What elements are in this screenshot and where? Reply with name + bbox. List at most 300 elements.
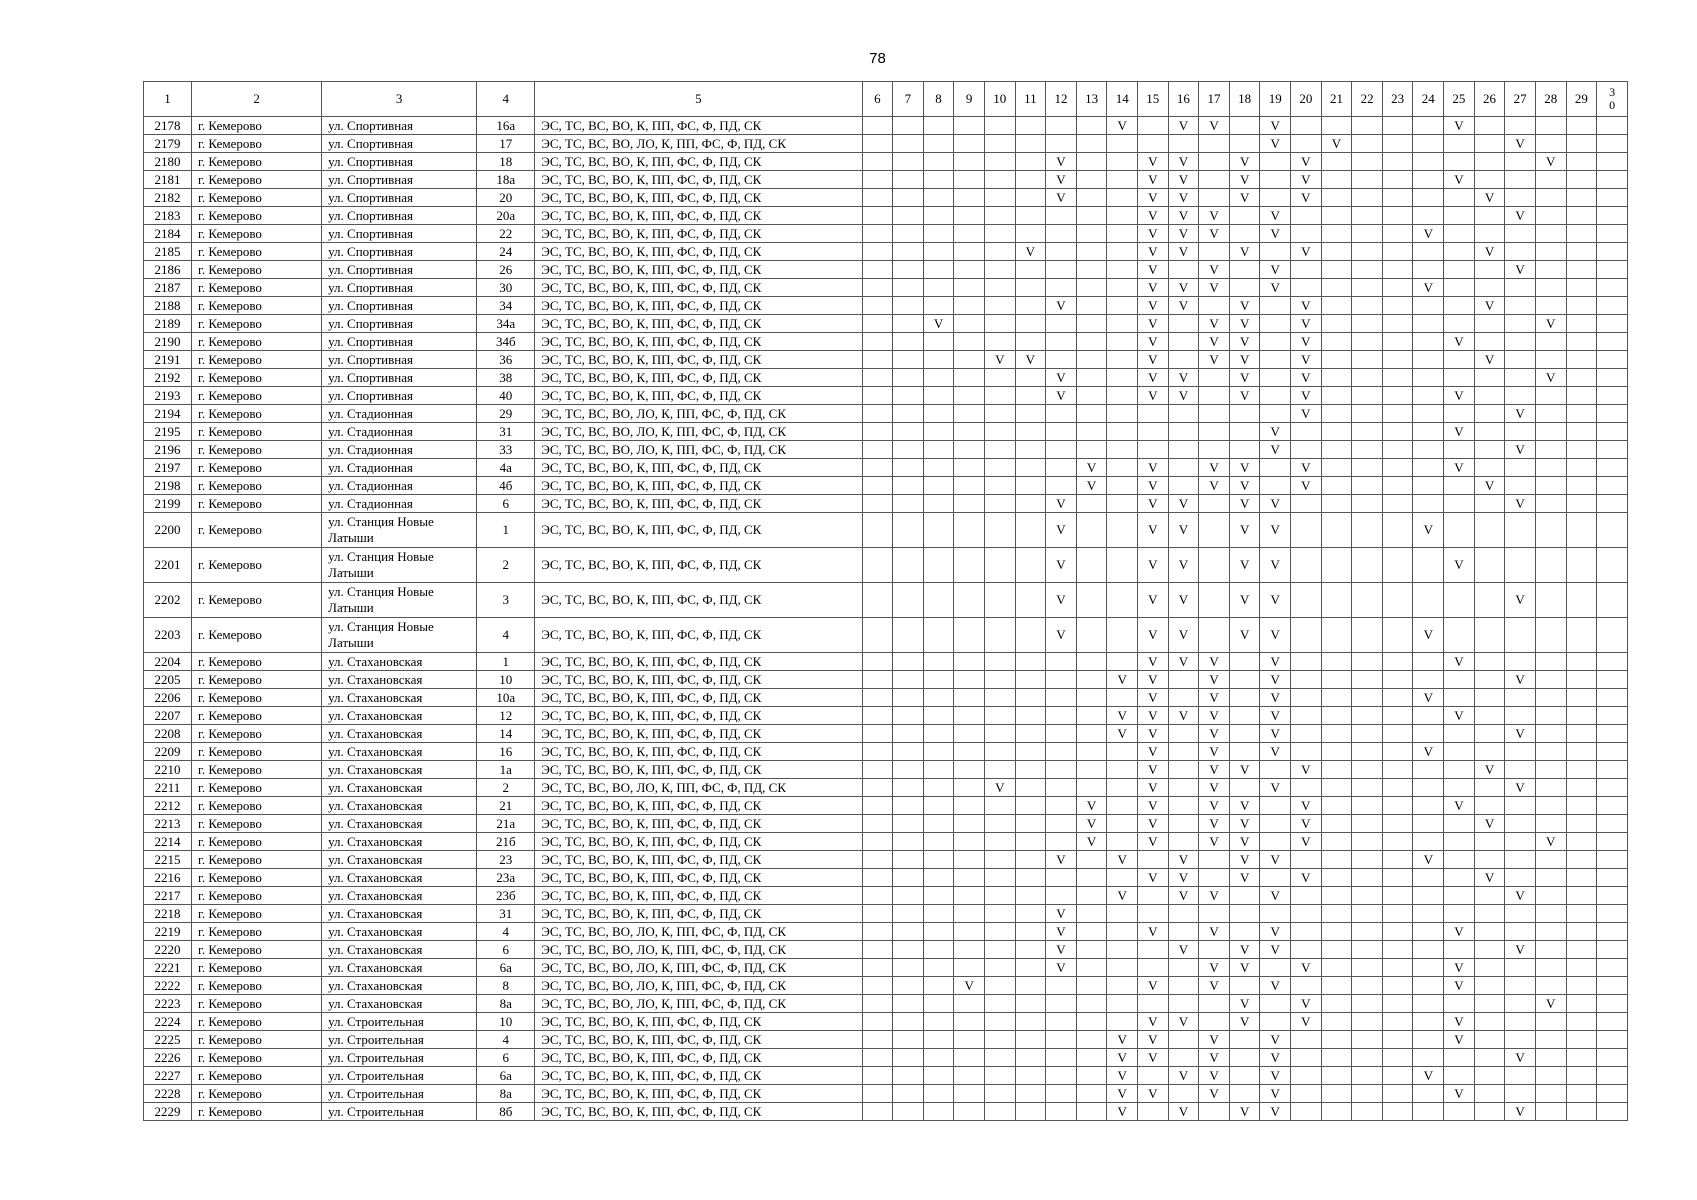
city-cell: г. Кемерово — [192, 243, 322, 261]
mark-cell-col-20: V — [1291, 189, 1322, 207]
mark-cell-col-16 — [1168, 995, 1199, 1013]
column-header-23: 23 — [1382, 82, 1413, 117]
mark-cell-col-18: V — [1229, 333, 1260, 351]
mark-cell-col-18: V — [1229, 351, 1260, 369]
mark-cell-col-30 — [1597, 117, 1628, 135]
street-cell: ул. Стахановская — [322, 671, 477, 689]
mark-cell-col-8 — [923, 761, 954, 779]
mark-cell-col-13: V — [1076, 815, 1107, 833]
house-cell: 29 — [477, 405, 535, 423]
mark-cell-col-11 — [1015, 333, 1046, 351]
row-number: 2193 — [144, 387, 192, 405]
mark-cell-col-7 — [893, 135, 924, 153]
mark-cell-col-21 — [1321, 797, 1352, 815]
mark-cell-col-21 — [1321, 207, 1352, 225]
mark-cell-col-11 — [1015, 725, 1046, 743]
mark-cell-col-10 — [984, 815, 1015, 833]
mark-cell-col-12 — [1046, 1013, 1077, 1031]
mark-cell-col-27 — [1505, 351, 1536, 369]
mark-cell-col-27: V — [1505, 725, 1536, 743]
city-cell: г. Кемерово — [192, 117, 322, 135]
street-cell: ул. Стадионная — [322, 459, 477, 477]
table-body — [144, 117, 1628, 1121]
mark-cell-col-19 — [1260, 959, 1291, 977]
mark-cell-col-22 — [1352, 618, 1383, 653]
mark-cell-col-18 — [1229, 423, 1260, 441]
services-cell: ЭС, ТС, ВС, ВО, К, ПП, ФС, Ф, ПД, СК — [535, 315, 862, 333]
mark-cell-col-22 — [1352, 207, 1383, 225]
mark-cell-col-29 — [1566, 1049, 1597, 1067]
mark-cell-col-29 — [1566, 725, 1597, 743]
mark-cell-col-30 — [1597, 959, 1628, 977]
mark-cell-col-25: V — [1444, 1031, 1475, 1049]
mark-cell-col-19 — [1260, 297, 1291, 315]
mark-cell-col-7 — [893, 207, 924, 225]
mark-cell-col-9 — [954, 1049, 985, 1067]
mark-cell-col-7 — [893, 171, 924, 189]
mark-cell-col-7 — [893, 333, 924, 351]
mark-cell-col-22 — [1352, 761, 1383, 779]
mark-cell-col-13 — [1076, 279, 1107, 297]
mark-cell-col-7 — [893, 761, 924, 779]
mark-cell-col-13 — [1076, 959, 1107, 977]
mark-cell-col-20: V — [1291, 815, 1322, 833]
column-header-12: 12 — [1046, 82, 1077, 117]
mark-cell-col-13 — [1076, 923, 1107, 941]
street-cell: ул. Стахановская — [322, 941, 477, 959]
mark-cell-col-10 — [984, 707, 1015, 725]
mark-cell-col-25 — [1444, 1103, 1475, 1121]
mark-cell-col-18 — [1229, 441, 1260, 459]
row-number: 2185 — [144, 243, 192, 261]
mark-cell-col-23 — [1382, 671, 1413, 689]
mark-cell-col-15 — [1138, 941, 1169, 959]
mark-cell-col-24: V — [1413, 513, 1444, 548]
mark-cell-col-9 — [954, 618, 985, 653]
table-row — [144, 689, 1628, 707]
mark-cell-col-15: V — [1138, 369, 1169, 387]
mark-cell-col-30 — [1597, 225, 1628, 243]
street-cell: ул. Спортивная — [322, 243, 477, 261]
mark-cell-col-30 — [1597, 548, 1628, 583]
mark-cell-col-24 — [1413, 1049, 1444, 1067]
mark-cell-col-17 — [1199, 243, 1230, 261]
mark-cell-col-21 — [1321, 171, 1352, 189]
mark-cell-col-8 — [923, 851, 954, 869]
mark-cell-col-16: V — [1168, 297, 1199, 315]
mark-cell-col-18 — [1229, 1031, 1260, 1049]
column-header-8: 8 — [923, 82, 954, 117]
mark-cell-col-30 — [1597, 261, 1628, 279]
column-header-7: 7 — [893, 82, 924, 117]
city-cell: г. Кемерово — [192, 977, 322, 995]
mark-cell-col-15 — [1138, 1103, 1169, 1121]
mark-cell-col-28 — [1535, 887, 1566, 905]
mark-cell-col-21 — [1321, 1013, 1352, 1031]
mark-cell-col-10 — [984, 297, 1015, 315]
street-cell: ул. Спортивная — [322, 117, 477, 135]
mark-cell-col-10 — [984, 405, 1015, 423]
mark-cell-col-6 — [862, 1085, 893, 1103]
mark-cell-col-10 — [984, 243, 1015, 261]
mark-cell-col-11 — [1015, 761, 1046, 779]
mark-cell-col-25 — [1444, 369, 1475, 387]
mark-cell-col-23 — [1382, 923, 1413, 941]
mark-cell-col-15 — [1138, 995, 1169, 1013]
mark-cell-col-28 — [1535, 171, 1566, 189]
mark-cell-col-27: V — [1505, 583, 1536, 618]
services-cell: ЭС, ТС, ВС, ВО, ЛО, К, ПП, ФС, Ф, ПД, СК — [535, 923, 862, 941]
mark-cell-col-28 — [1535, 333, 1566, 351]
mark-cell-col-11 — [1015, 707, 1046, 725]
mark-cell-col-17: V — [1199, 333, 1230, 351]
mark-cell-col-21 — [1321, 243, 1352, 261]
mark-cell-col-17 — [1199, 387, 1230, 405]
mark-cell-col-12 — [1046, 869, 1077, 887]
table-row — [144, 495, 1628, 513]
mark-cell-col-30 — [1597, 387, 1628, 405]
mark-cell-col-23 — [1382, 725, 1413, 743]
street-cell: ул. Стадионная — [322, 423, 477, 441]
mark-cell-col-26 — [1474, 707, 1505, 725]
mark-cell-col-25 — [1444, 513, 1475, 548]
mark-cell-col-9 — [954, 923, 985, 941]
mark-cell-col-8 — [923, 297, 954, 315]
mark-cell-col-9 — [954, 135, 985, 153]
mark-cell-col-20: V — [1291, 833, 1322, 851]
mark-cell-col-26 — [1474, 369, 1505, 387]
mark-cell-col-9 — [954, 1031, 985, 1049]
mark-cell-col-14 — [1107, 869, 1138, 887]
mark-cell-col-17: V — [1199, 1085, 1230, 1103]
mark-cell-col-7 — [893, 189, 924, 207]
mark-cell-col-21 — [1321, 833, 1352, 851]
mark-cell-col-27 — [1505, 297, 1536, 315]
mark-cell-col-21 — [1321, 977, 1352, 995]
mark-cell-col-28 — [1535, 135, 1566, 153]
mark-cell-col-28 — [1535, 1031, 1566, 1049]
mark-cell-col-6 — [862, 653, 893, 671]
services-cell: ЭС, ТС, ВС, ВО, К, ПП, ФС, Ф, ПД, СК — [535, 905, 862, 923]
mark-cell-col-12 — [1046, 315, 1077, 333]
mark-cell-col-29 — [1566, 117, 1597, 135]
street-cell: ул. Стадионная — [322, 495, 477, 513]
mark-cell-col-19: V — [1260, 923, 1291, 941]
mark-cell-col-6 — [862, 779, 893, 797]
mark-cell-col-22 — [1352, 869, 1383, 887]
mark-cell-col-28 — [1535, 117, 1566, 135]
city-cell: г. Кемерово — [192, 1085, 322, 1103]
street-cell: ул. Спортивная — [322, 171, 477, 189]
mark-cell-col-9 — [954, 279, 985, 297]
mark-cell-col-9 — [954, 707, 985, 725]
mark-cell-col-29 — [1566, 333, 1597, 351]
mark-cell-col-21 — [1321, 815, 1352, 833]
mark-cell-col-21 — [1321, 153, 1352, 171]
mark-cell-col-20: V — [1291, 959, 1322, 977]
mark-cell-col-11 — [1015, 1067, 1046, 1085]
mark-cell-col-22 — [1352, 459, 1383, 477]
mark-cell-col-17 — [1199, 171, 1230, 189]
mark-cell-col-29 — [1566, 977, 1597, 995]
mark-cell-col-19 — [1260, 387, 1291, 405]
column-header-17: 17 — [1199, 82, 1230, 117]
row-number: 2219 — [144, 923, 192, 941]
mark-cell-col-7 — [893, 797, 924, 815]
mark-cell-col-21 — [1321, 941, 1352, 959]
mark-cell-col-30 — [1597, 135, 1628, 153]
mark-cell-col-20 — [1291, 689, 1322, 707]
mark-cell-col-16: V — [1168, 941, 1199, 959]
mark-cell-col-23 — [1382, 1049, 1413, 1067]
mark-cell-col-17: V — [1199, 779, 1230, 797]
mark-cell-col-12 — [1046, 333, 1077, 351]
mark-cell-col-22 — [1352, 977, 1383, 995]
table-row — [144, 243, 1628, 261]
mark-cell-col-11 — [1015, 171, 1046, 189]
mark-cell-col-16: V — [1168, 653, 1199, 671]
city-cell: г. Кемерово — [192, 189, 322, 207]
mark-cell-col-22 — [1352, 583, 1383, 618]
mark-cell-col-20: V — [1291, 459, 1322, 477]
street-cell: ул. Стадионная — [322, 405, 477, 423]
mark-cell-col-16: V — [1168, 1067, 1199, 1085]
mark-cell-col-9 — [954, 387, 985, 405]
mark-cell-col-10 — [984, 869, 1015, 887]
row-number: 2190 — [144, 333, 192, 351]
mark-cell-col-10 — [984, 743, 1015, 761]
mark-cell-col-18: V — [1229, 548, 1260, 583]
mark-cell-col-9 — [954, 171, 985, 189]
street-cell: ул. Строительная — [322, 1067, 477, 1085]
mark-cell-col-18: V — [1229, 495, 1260, 513]
house-cell: 26 — [477, 261, 535, 279]
mark-cell-col-9 — [954, 1067, 985, 1085]
mark-cell-col-9 — [954, 743, 985, 761]
mark-cell-col-20 — [1291, 653, 1322, 671]
mark-cell-col-23 — [1382, 477, 1413, 495]
city-cell: г. Кемерово — [192, 351, 322, 369]
row-number: 2204 — [144, 653, 192, 671]
row-number: 2208 — [144, 725, 192, 743]
mark-cell-col-13 — [1076, 725, 1107, 743]
mark-cell-col-7 — [893, 923, 924, 941]
mark-cell-col-30 — [1597, 1049, 1628, 1067]
mark-cell-col-22 — [1352, 1103, 1383, 1121]
street-cell: ул. Спортивная — [322, 279, 477, 297]
mark-cell-col-21 — [1321, 779, 1352, 797]
mark-cell-col-14 — [1107, 387, 1138, 405]
mark-cell-col-7 — [893, 441, 924, 459]
mark-cell-col-14: V — [1107, 707, 1138, 725]
mark-cell-col-11 — [1015, 671, 1046, 689]
mark-cell-col-15: V — [1138, 743, 1169, 761]
mark-cell-col-17 — [1199, 495, 1230, 513]
row-number: 2225 — [144, 1031, 192, 1049]
mark-cell-col-27 — [1505, 423, 1536, 441]
street-cell: ул. Стахановская — [322, 995, 477, 1013]
mark-cell-col-16: V — [1168, 279, 1199, 297]
mark-cell-col-19: V — [1260, 1067, 1291, 1085]
table-row — [144, 225, 1628, 243]
column-header-4: 4 — [477, 82, 535, 117]
mark-cell-col-24: V — [1413, 225, 1444, 243]
services-cell: ЭС, ТС, ВС, ВО, ЛО, К, ПП, ФС, Ф, ПД, СК — [535, 423, 862, 441]
mark-cell-col-23 — [1382, 797, 1413, 815]
row-number: 2191 — [144, 351, 192, 369]
mark-cell-col-15 — [1138, 905, 1169, 923]
mark-cell-col-6 — [862, 689, 893, 707]
mark-cell-col-19: V — [1260, 495, 1291, 513]
table-row — [144, 653, 1628, 671]
mark-cell-col-21 — [1321, 689, 1352, 707]
mark-cell-col-25 — [1444, 153, 1475, 171]
mark-cell-col-13 — [1076, 405, 1107, 423]
mark-cell-col-11 — [1015, 153, 1046, 171]
mark-cell-col-28 — [1535, 279, 1566, 297]
mark-cell-col-22 — [1352, 797, 1383, 815]
mark-cell-col-20 — [1291, 618, 1322, 653]
mark-cell-col-6 — [862, 513, 893, 548]
mark-cell-col-19 — [1260, 797, 1291, 815]
mark-cell-col-11 — [1015, 495, 1046, 513]
mark-cell-col-17 — [1199, 905, 1230, 923]
row-number: 2199 — [144, 495, 192, 513]
mark-cell-col-23 — [1382, 333, 1413, 351]
column-header-5: 5 — [535, 82, 862, 117]
mark-cell-col-18 — [1229, 653, 1260, 671]
mark-cell-col-16 — [1168, 1085, 1199, 1103]
house-cell: 6 — [477, 941, 535, 959]
mark-cell-col-27: V — [1505, 261, 1536, 279]
mark-cell-col-9 — [954, 261, 985, 279]
mark-cell-col-18: V — [1229, 815, 1260, 833]
mark-cell-col-10 — [984, 761, 1015, 779]
mark-cell-col-19: V — [1260, 548, 1291, 583]
mark-cell-col-27 — [1505, 797, 1536, 815]
mark-cell-col-10 — [984, 495, 1015, 513]
mark-cell-col-22 — [1352, 653, 1383, 671]
mark-cell-col-7 — [893, 351, 924, 369]
mark-cell-col-29 — [1566, 887, 1597, 905]
mark-cell-col-17: V — [1199, 117, 1230, 135]
mark-cell-col-23 — [1382, 1013, 1413, 1031]
mark-cell-col-6 — [862, 887, 893, 905]
mark-cell-col-16 — [1168, 135, 1199, 153]
mark-cell-col-19: V — [1260, 117, 1291, 135]
mark-cell-col-23 — [1382, 548, 1413, 583]
mark-cell-col-13 — [1076, 941, 1107, 959]
mark-cell-col-24 — [1413, 369, 1444, 387]
table-row — [144, 761, 1628, 779]
mark-cell-col-14: V — [1107, 671, 1138, 689]
mark-cell-col-6 — [862, 351, 893, 369]
mark-cell-col-28 — [1535, 207, 1566, 225]
mark-cell-col-11 — [1015, 995, 1046, 1013]
city-cell: г. Кемерово — [192, 618, 322, 653]
house-cell: 20а — [477, 207, 535, 225]
mark-cell-col-6 — [862, 1103, 893, 1121]
table-row — [144, 189, 1628, 207]
mark-cell-col-14 — [1107, 153, 1138, 171]
row-number: 2228 — [144, 1085, 192, 1103]
mark-cell-col-28 — [1535, 583, 1566, 618]
mark-cell-col-20: V — [1291, 297, 1322, 315]
mark-cell-col-6 — [862, 297, 893, 315]
mark-cell-col-12: V — [1046, 513, 1077, 548]
mark-cell-col-9 — [954, 833, 985, 851]
mark-cell-col-17: V — [1199, 923, 1230, 941]
mark-cell-col-22 — [1352, 941, 1383, 959]
mark-cell-col-12 — [1046, 977, 1077, 995]
mark-cell-col-28 — [1535, 977, 1566, 995]
mark-cell-col-12: V — [1046, 851, 1077, 869]
table-row — [144, 153, 1628, 171]
house-cell: 21а — [477, 815, 535, 833]
mark-cell-col-26 — [1474, 117, 1505, 135]
mark-cell-col-30 — [1597, 351, 1628, 369]
mark-cell-col-7 — [893, 1103, 924, 1121]
mark-cell-col-15: V — [1138, 761, 1169, 779]
mark-cell-col-11 — [1015, 441, 1046, 459]
mark-cell-col-13: V — [1076, 833, 1107, 851]
column-header-27: 27 — [1505, 82, 1536, 117]
mark-cell-col-6 — [862, 495, 893, 513]
mark-cell-col-14: V — [1107, 117, 1138, 135]
table-row — [144, 797, 1628, 815]
mark-cell-col-8 — [923, 459, 954, 477]
table-row — [144, 941, 1628, 959]
mark-cell-col-20 — [1291, 261, 1322, 279]
mark-cell-col-6 — [862, 315, 893, 333]
mark-cell-col-29 — [1566, 797, 1597, 815]
mark-cell-col-16 — [1168, 1049, 1199, 1067]
mark-cell-col-23 — [1382, 707, 1413, 725]
row-number: 2221 — [144, 959, 192, 977]
mark-cell-col-17 — [1199, 583, 1230, 618]
street-cell: ул. Строительная — [322, 1013, 477, 1031]
mark-cell-col-24: V — [1413, 618, 1444, 653]
mark-cell-col-26 — [1474, 279, 1505, 297]
mark-cell-col-7 — [893, 459, 924, 477]
services-cell: ЭС, ТС, ВС, ВО, К, ПП, ФС, Ф, ПД, СК — [535, 1067, 862, 1085]
mark-cell-col-19 — [1260, 761, 1291, 779]
mark-cell-col-10 — [984, 189, 1015, 207]
house-cell: 8а — [477, 1085, 535, 1103]
mark-cell-col-18 — [1229, 977, 1260, 995]
mark-cell-col-18 — [1229, 905, 1260, 923]
mark-cell-col-12 — [1046, 995, 1077, 1013]
mark-cell-col-22 — [1352, 923, 1383, 941]
mark-cell-col-16 — [1168, 761, 1199, 779]
mark-cell-col-10 — [984, 905, 1015, 923]
mark-cell-col-26: V — [1474, 297, 1505, 315]
register-table — [143, 81, 1628, 1121]
mark-cell-col-15: V — [1138, 387, 1169, 405]
services-cell: ЭС, ТС, ВС, ВО, ЛО, К, ПП, ФС, Ф, ПД, СК — [535, 995, 862, 1013]
mark-cell-col-15: V — [1138, 297, 1169, 315]
services-cell: ЭС, ТС, ВС, ВО, ЛО, К, ПП, ФС, Ф, ПД, СК — [535, 405, 862, 423]
table-row — [144, 779, 1628, 797]
mark-cell-col-14 — [1107, 548, 1138, 583]
mark-cell-col-27: V — [1505, 405, 1536, 423]
mark-cell-col-25 — [1444, 887, 1475, 905]
mark-cell-col-22 — [1352, 887, 1383, 905]
mark-cell-col-9 — [954, 423, 985, 441]
mark-cell-col-24 — [1413, 351, 1444, 369]
mark-cell-col-10 — [984, 725, 1015, 743]
mark-cell-col-16 — [1168, 405, 1199, 423]
